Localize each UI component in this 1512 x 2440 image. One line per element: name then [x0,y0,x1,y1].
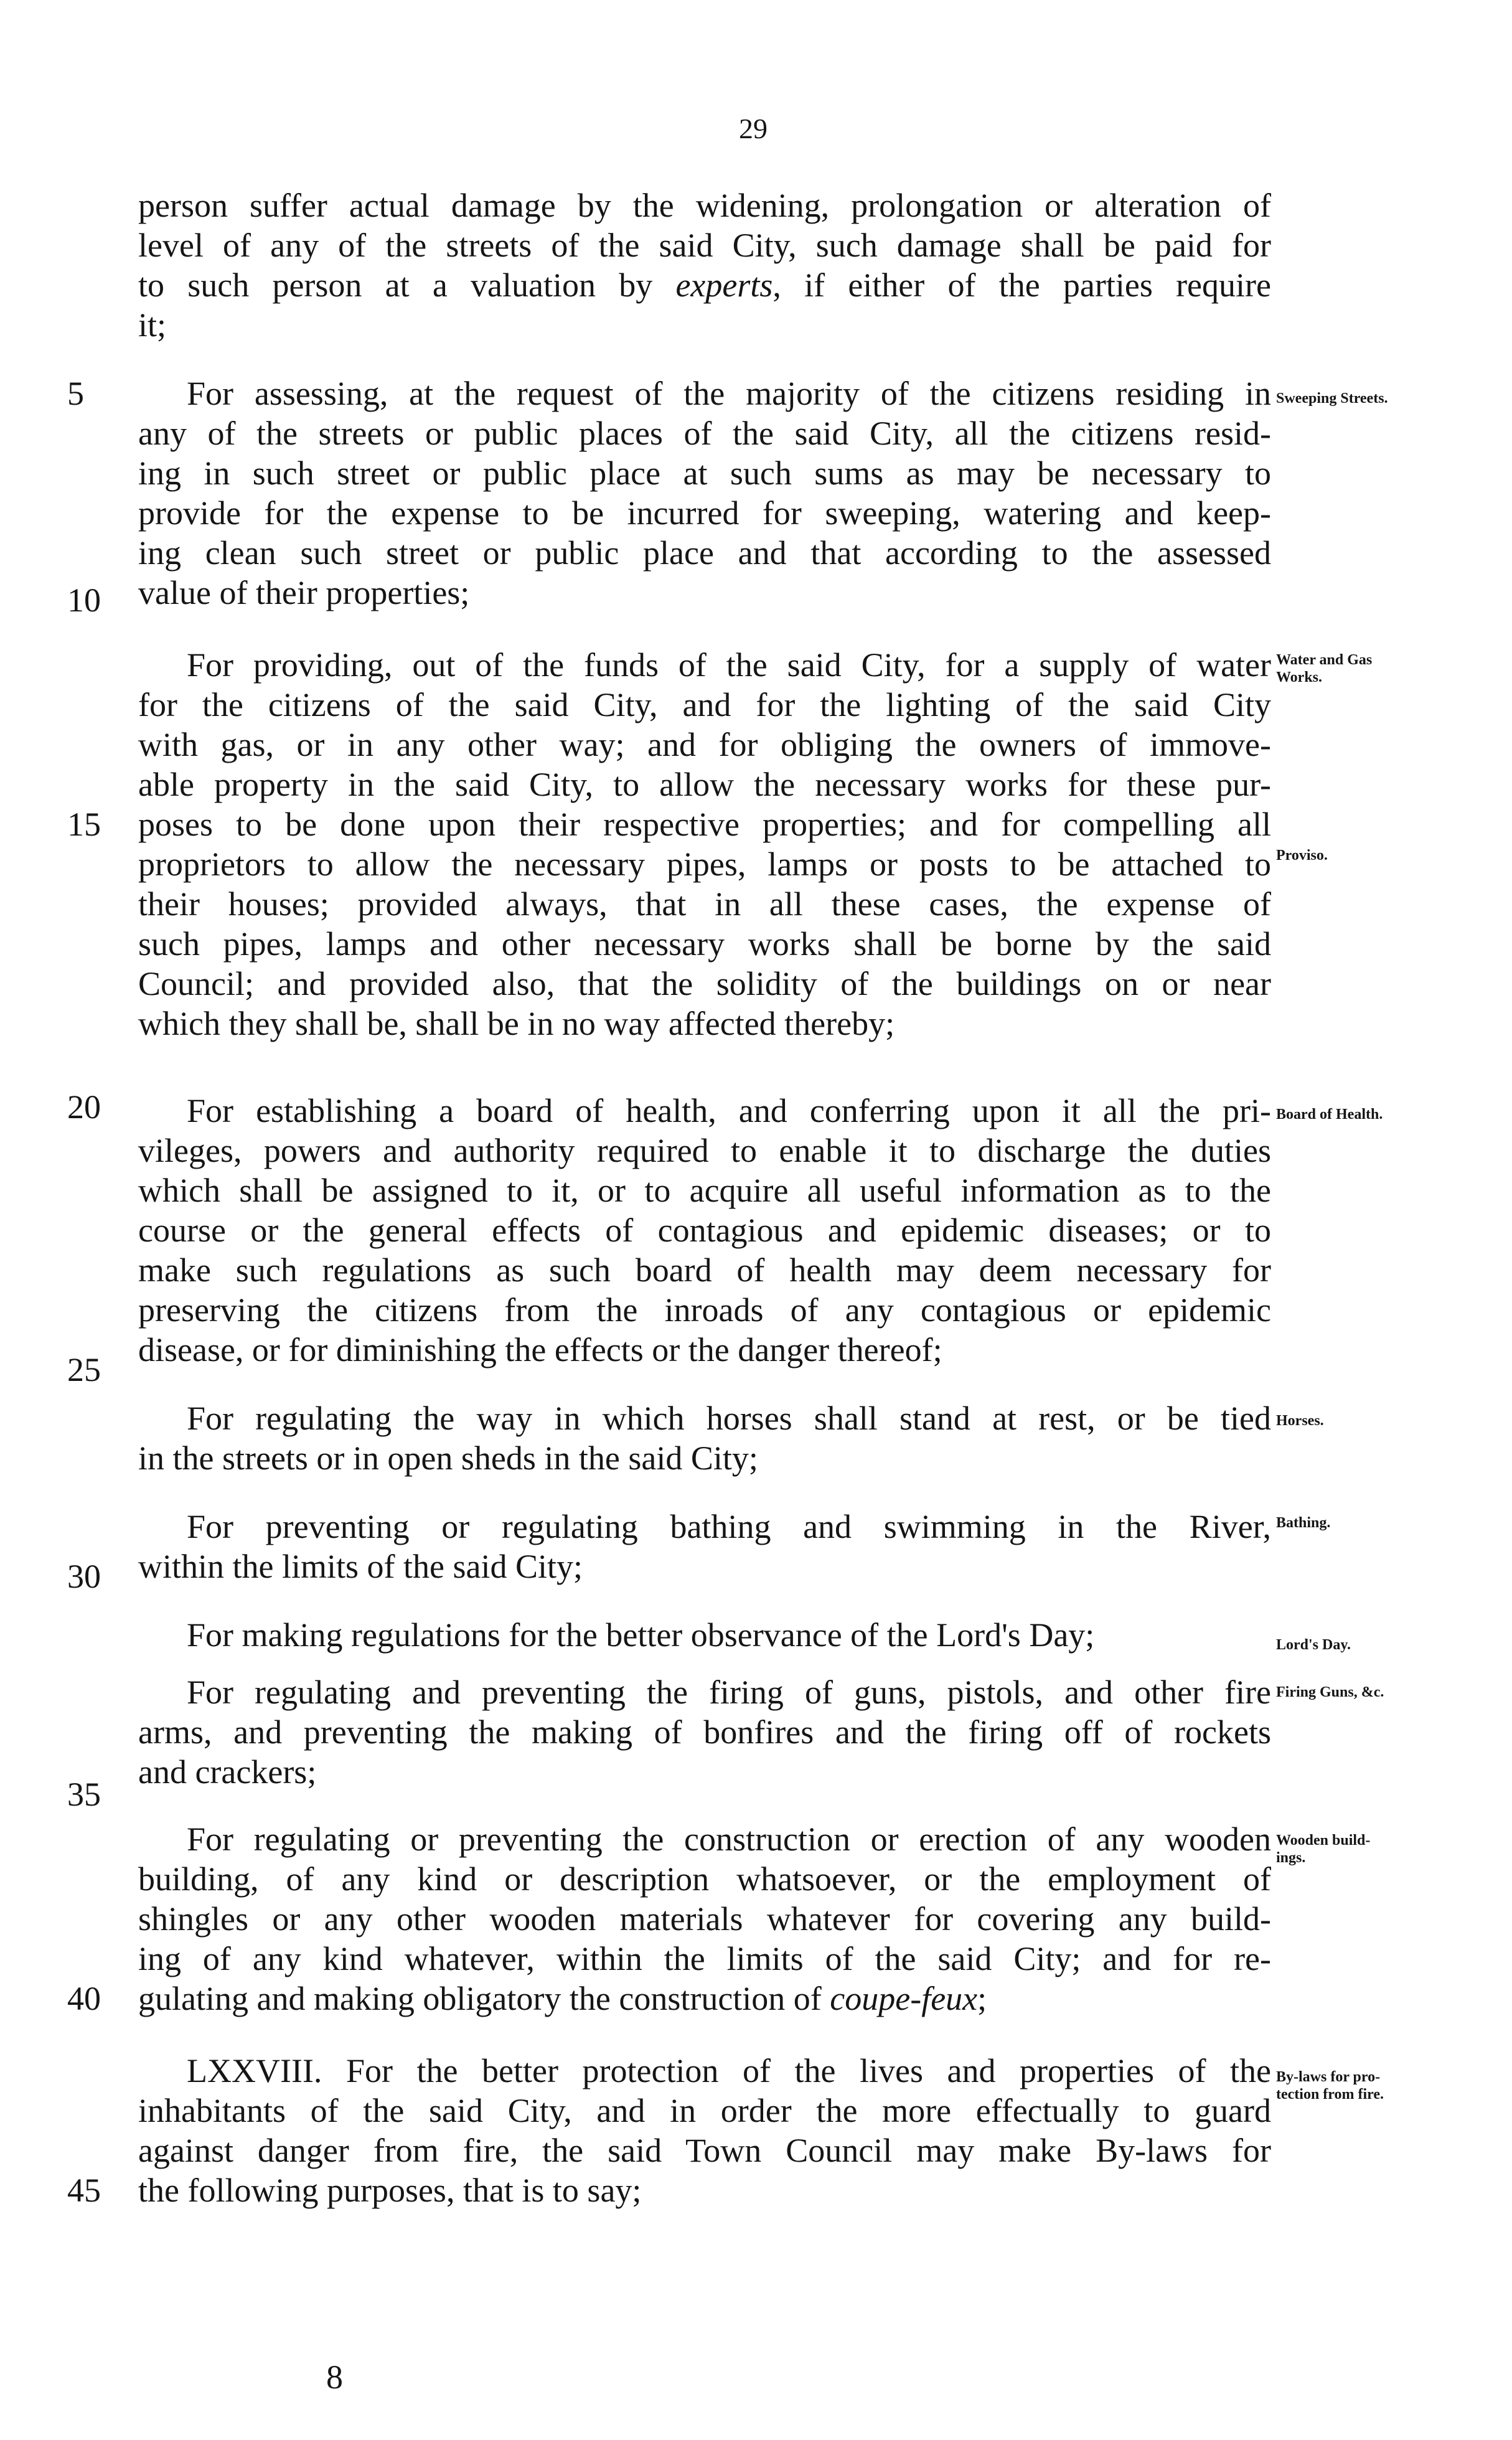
text-line: which shall be assigned to it, or to acquire all useful information as to the [138,1172,1271,1209]
margin-note-wooden: Wooden build- [1276,1832,1371,1849]
text-line: with gas, or in any other way; and for obliging the owners of immove- [138,726,1271,763]
page-number: 29 [739,113,768,144]
text-line: preserving the citizens from the inroads of any contagious or epidemic [138,1291,1271,1329]
text-line: which they shall be, shall be in no way affected thereby; [138,1005,895,1042]
margin-note-bylaws: By-laws for pro- [1276,2069,1381,2085]
text-line: ing in such street or public place at such sums as may be necessary to [138,455,1271,492]
italic-term: coupe-feux [830,1980,978,2017]
text-line: course or the general effects of contagious and epidemic diseases; or to [138,1212,1271,1249]
margin-note-horses: Horses. [1276,1413,1324,1429]
text-line: For providing, out of the funds of the said City, for a supply of water [187,646,1271,684]
margin-note-wooden-cont: ings. [1276,1850,1306,1866]
text-line: ing clean such street or public place and that according to the assessed [138,534,1271,572]
text-line: their houses; provided always, that in all these cases, the expense of [138,885,1271,923]
text-line: For preventing or regulating bathing and swimming in the River, [187,1508,1271,1545]
margin-note-water-gas: Water and Gas [1276,652,1373,668]
text-line: For regulating or preventing the construction or erection of any wooden [187,1821,1271,1858]
line-number: 40 [67,1980,101,2017]
signature-mark: 8 [326,2358,343,2396]
text-line: disease, or for diminishing the effects or the danger thereof; [138,1331,942,1368]
text-line: such pipes, lamps and other necessary works shall be borne by the said [138,925,1271,963]
text-line: For regulating the way in which horses shall stand at rest, or be tied [187,1400,1271,1437]
text-line: shingles or any other wooden materials whatever for covering any build- [138,1900,1271,1938]
line-number: 15 [67,806,101,843]
margin-note-bylaws-cont: tection from fire. [1276,2086,1384,2103]
text-line: arms, and preventing the making of bonfires and the firing off of rockets [138,1713,1271,1751]
text-line: Council; and provided also, that the solidity of the buildings on or near [138,965,1271,1002]
text-line: in the streets or in open sheds in the said City; [138,1439,758,1477]
margin-note-firing: Firing Guns, &c. [1276,1684,1384,1700]
text-line: poses to be done upon their respective properties; and for compelling all [138,806,1271,843]
text-line: building, of any kind or description whatsoever, or the employment of [138,1860,1271,1898]
text-line: the following purposes, that is to say; [138,2172,642,2209]
text-line: value of their properties; [138,574,470,611]
text-line: proprietors to allow the necessary pipes, lamps or posts to be attached to [138,846,1271,883]
text-line: For making regulations for the better observance of the Lord's Day; [187,1616,1095,1654]
text-line: vileges, powers and authority required to enable it to discharge the duties [138,1132,1271,1169]
line-number: 20 [67,1088,101,1126]
margin-note-sweeping: Sweeping Streets. [1276,390,1388,407]
italic-term: experts [675,266,773,304]
margin-note-health: Board of Health. [1276,1106,1383,1123]
text-line: For establishing a board of health, and conferring upon it all the pri- [187,1092,1271,1129]
text-line: provide for the expense to be incurred for sweeping, watering and keep- [138,494,1271,532]
text-line: any of the streets or public places of the said City, all the citizens resid- [138,415,1271,452]
text-line: it; [138,306,167,344]
text-line: make such regulations as such board of health may deem necessary for [138,1251,1271,1289]
text-line: LXXVIII. For the better protection of the lives and properties of the [187,2052,1271,2089]
text-line: able property in the said City, to allow the necessary works for these pur- [138,766,1271,803]
text-line: and crackers; [138,1753,317,1791]
margin-note-proviso: Proviso. [1276,847,1328,864]
margin-note-bathing: Bathing. [1276,1515,1331,1531]
line-number: 10 [67,582,101,619]
margin-note-lords-day: Lord's Day. [1276,1637,1351,1653]
text-line: to such person at a valuation by experts, if either of the parties require [138,266,1271,304]
margin-note-water-gas-cont: Works. [1276,669,1323,685]
text-line: against danger from fire, the said Town Council may make By-laws for [138,2132,1271,2169]
text-line: gulating and making obligatory the construction of coupe-feux; [138,1980,987,2017]
text-line: inhabitants of the said City, and in order the more effectually to guard [138,2092,1271,2129]
text-line: for the citizens of the said City, and for the lighting of the said City [138,686,1271,723]
line-number: 25 [67,1351,101,1388]
line-number: 5 [67,375,84,412]
text-line: ing of any kind whatever, within the limits of the said City; and for re- [138,1940,1271,1977]
text-line: person suffer actual damage by the widening, prolongation or alteration of [138,187,1271,224]
text-line: For regulating and preventing the firing of guns, pistols, and other fire [187,1674,1271,1711]
line-number: 30 [67,1558,101,1595]
line-number: 35 [67,1776,101,1813]
text-line: level of any of the streets of the said City, such damage shall be paid for [138,227,1271,264]
text-line: For assessing, at the request of the majority of the citizens residing in [187,375,1271,412]
text-line: within the limits of the said City; [138,1548,583,1585]
line-number: 45 [67,2172,101,2209]
